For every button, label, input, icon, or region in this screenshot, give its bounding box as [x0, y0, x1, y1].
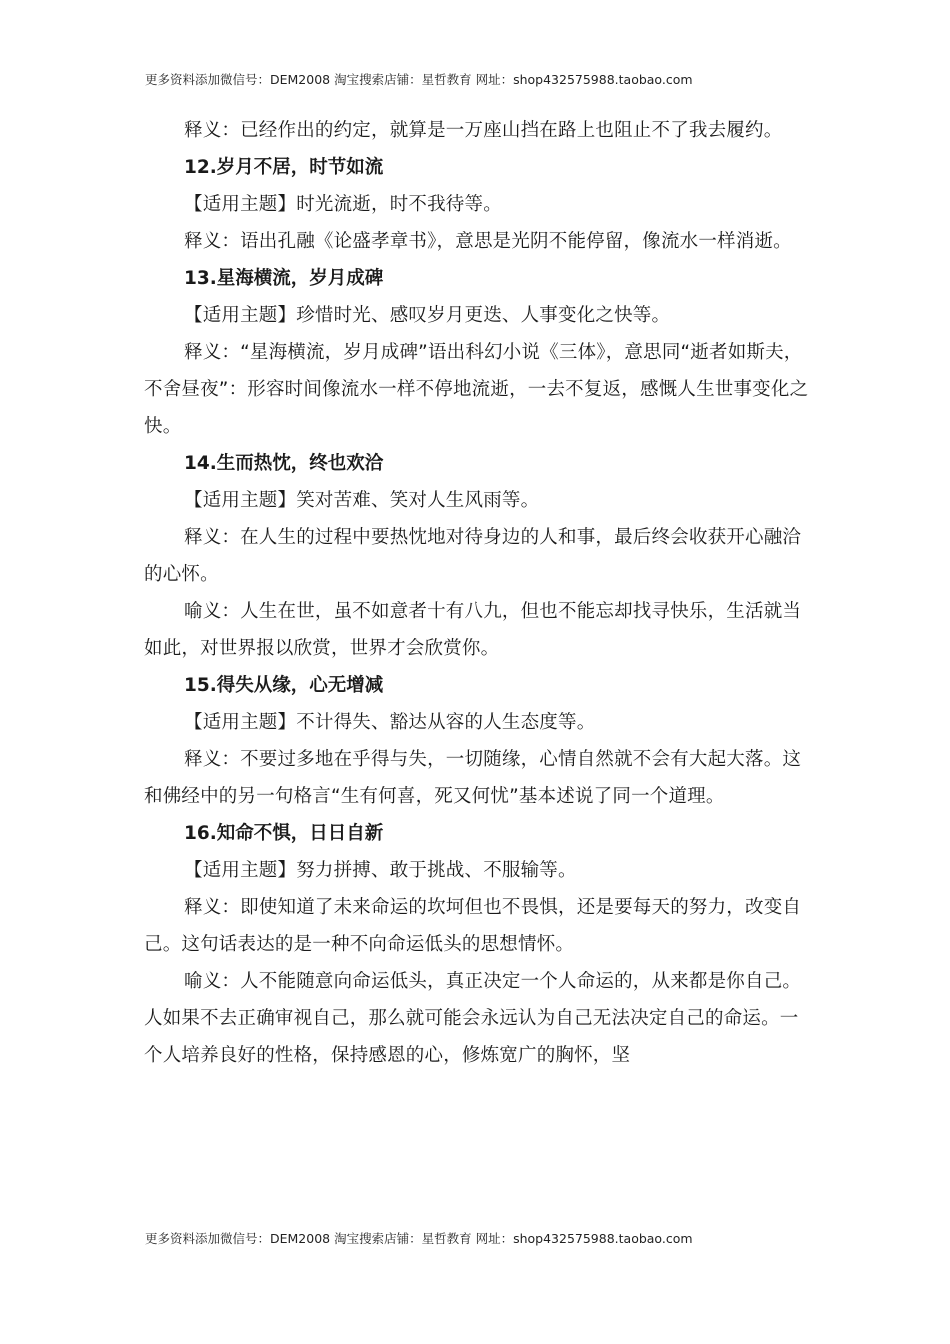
document-body	[144, 112, 809, 1074]
paragraph: 【适用主题】努力拼搏、敢于挑战、不服输等。	[184, 860, 577, 881]
section-heading: 12.岁月不居，时节如流	[184, 157, 384, 178]
page-header: 更多资料添加微信号：DEM2008 淘宝搜索店铺：星哲教育 网址：shop432575988.taobao.com	[145, 72, 693, 87]
page-footer: 更多资料添加微信号：DEM2008 淘宝搜索店铺：星哲教育 网址：shop432575988.taobao.com	[145, 1231, 693, 1246]
paragraph: 释义：不要过多地在乎得与失，一切随缘，心情自然就不会有大起大落。这和佛经中的另一句格言“生有何喜，死又何忧”基本述说了同一个道理。	[144, 749, 802, 807]
section-heading: 16.知命不惧，日日自新	[184, 823, 384, 844]
paragraph: 释义：已经作出的约定，就算是一万座山挡在路上也阻止不了我去履约。	[184, 120, 783, 141]
paragraph: 释义：“星海横流，岁月成碑”语出科幻小说《三体》，意思同“逝者如斯夫，不舍昼夜”：形容时间像流水一样不停地流逝，一去不复返，感慨人生世事变化之快。	[144, 342, 809, 437]
paragraph: 【适用主题】时光流逝，时不我待等。	[184, 194, 502, 215]
section-heading: 14.生而热忱，终也欢洽	[184, 453, 384, 474]
paragraph: 释义：即使知道了未来命运的坎坷但也不畏惧，还是要每天的努力，改变自己。这句话表达的是一种不向命运低头的思想情怀。	[144, 897, 802, 955]
paragraph: 喻义：人不能随意向命运低头，真正决定一个人命运的，从来都是你自己。人如果不去正确审视自己，那么就可能会永远认为自己无法决定自己的命运。一个人培养良好的性格，保持感恩的心，修炼宽广的胸怀，坚	[144, 971, 802, 1066]
paragraph: 喻义：人生在世，虽不如意者十有八九，但也不能忘却找寻快乐，生活就当如此，对世界报以欣赏，世界才会欣赏你。	[144, 601, 802, 659]
section-heading: 15.得失从缘，心无增减	[184, 675, 384, 696]
paragraph: 释义：在人生的过程中要热忱地对待身边的人和事，最后终会收获开心融洽的心怀。	[144, 527, 802, 585]
paragraph: 释义：语出孔融《论盛孝章书》，意思是光阴不能停留，像流水一样消逝。	[184, 231, 792, 252]
section-heading: 13.星海横流，岁月成碑	[184, 268, 384, 289]
paragraph: 【适用主题】不计得失、豁达从容的人生态度等。	[184, 712, 596, 733]
paragraph: 【适用主题】笑对苦难、笑对人生风雨等。	[184, 490, 540, 511]
paragraph: 【适用主题】珍惜时光、感叹岁月更迭、人事变化之快等。	[184, 305, 671, 326]
